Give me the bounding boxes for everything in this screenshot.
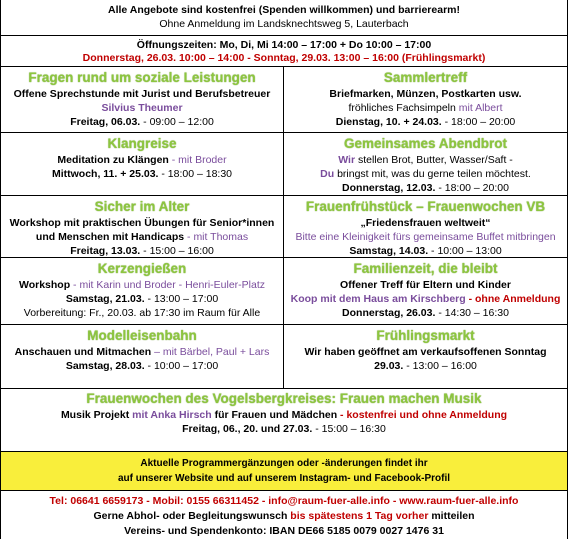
event-person: Silvius Theumer bbox=[101, 102, 183, 114]
event-desc: Anschauen und Mitmachen bbox=[14, 346, 152, 358]
pickup-text-end: mitteilen bbox=[428, 510, 475, 522]
event-date: Mittwoch, 11. + 25.03. bbox=[51, 168, 159, 180]
event-date: Donnerstag, 12.03. bbox=[342, 182, 436, 194]
event-desc-2: für Frauen und Mädchen bbox=[211, 409, 338, 421]
event-date: Donnerstag, 26.03. bbox=[342, 307, 436, 319]
event-free-note: - kostenfrei und ohne Anmeldung bbox=[337, 409, 508, 421]
event-title: Modelleisenbahn bbox=[87, 328, 197, 343]
contact-footer bbox=[1, 491, 567, 539]
event-frauenfruehstueck bbox=[284, 196, 567, 257]
event-desc: Offener Treff für Eltern und Kinder bbox=[340, 279, 511, 291]
event-preparation: Vorbereitung: Fr., 20.03. ab 17:30 im Raum für Alle bbox=[23, 307, 261, 319]
event-title: Klangreise bbox=[107, 136, 177, 151]
event-title: Fragen rund um soziale Leistungen bbox=[28, 70, 256, 85]
event-desc: Musik Projekt bbox=[60, 409, 130, 421]
event-desc-2: und Menschen mit Handicaps bbox=[35, 231, 185, 243]
program-row-3 bbox=[1, 196, 567, 258]
event-familienzeit bbox=[284, 258, 567, 324]
event-title: Frühlingsmarkt bbox=[376, 328, 475, 343]
hours-line1: Öffnungszeiten: Mo, Di, Mi 14:00 – 17:00 + Do 10:00 – 17:00 bbox=[136, 39, 432, 51]
event-title: Frauenwochen des Vogelsbergkreises: Frauen machen Musik bbox=[86, 391, 482, 406]
event-time: - 09:00 – 12:00 bbox=[140, 116, 214, 128]
event-time: - 13:00 – 17:00 bbox=[144, 293, 219, 305]
event-time: - 10:00 – 17:00 bbox=[144, 360, 219, 372]
opening-hours bbox=[1, 36, 567, 67]
event-desc-2: fröhliches Fachsimpeln bbox=[348, 102, 456, 114]
event-time: - 13:00 – 16:00 bbox=[403, 360, 477, 372]
header-line1: Alle Angebote sind kostenfrei (Spenden willkommen) und barrierearm! bbox=[107, 4, 460, 16]
event-time: - 18:00 – 18:30 bbox=[158, 168, 233, 180]
event-time: - 15:00 – 16:00 bbox=[140, 245, 214, 257]
event-sicher-im-alter bbox=[1, 196, 284, 257]
event-title: Familienzeit, die bleibt bbox=[353, 261, 498, 276]
event-desc-2: bringst mit, was du gerne teilen möchtest. bbox=[334, 168, 531, 180]
event-title: Sicher im Alter bbox=[94, 199, 190, 214]
event-title: Kerzengießen bbox=[97, 261, 187, 276]
program-row-1 bbox=[1, 67, 567, 133]
event-title: Sammlertreff bbox=[383, 70, 468, 85]
program-row-5 bbox=[1, 325, 567, 389]
event-date: Freitag, 06., 20. und 27.03. bbox=[182, 423, 313, 435]
pickup-text: Gerne Abhol- oder Begleitungswunsch bbox=[93, 510, 291, 522]
update-notice bbox=[1, 452, 567, 491]
event-desc: Offene Sprechstunde mit Jurist und Berufsbetreuer bbox=[13, 88, 271, 100]
program-row-2 bbox=[1, 133, 567, 196]
hours-line2: Donnerstag, 26.03. 10:00 – 14:00 - Sonntag, 29.03. 13:00 – 16:00 (Frühlingsmarkt) bbox=[82, 52, 486, 64]
event-date: Samstag, 14.03. bbox=[349, 245, 429, 257]
event-soziale-leistungen bbox=[1, 67, 284, 132]
event-title: Gemeinsames Abendbrot bbox=[343, 136, 508, 151]
event-date: Samstag, 28.03. bbox=[65, 360, 145, 372]
event-desc: Wir haben geöffnet am verkaufsoffenen Sonntag bbox=[304, 346, 547, 358]
event-desc: Meditation zu Klängen bbox=[57, 154, 169, 166]
event-desc: Briefmarken, Münzen, Postkarten usw. bbox=[329, 88, 522, 100]
contact-line[interactable]: Tel: 06641 6659173 - Mobil: 0155 66311452 - info@raum-fuer-alle.info - www.raum-fuer-alle.info bbox=[49, 495, 519, 507]
event-we: Wir bbox=[338, 154, 356, 166]
event-fruehlingsmarkt bbox=[284, 325, 567, 388]
pickup-deadline: bis spätestens 1 Tag vorher bbox=[290, 510, 429, 522]
event-date: Samstag, 21.03. bbox=[65, 293, 145, 305]
header-box bbox=[1, 0, 567, 36]
event-subtitle: „Friedensfrauen weltweit“ bbox=[360, 217, 491, 229]
event-time: - 15:00 – 16:30 bbox=[312, 423, 386, 435]
event-note: Bitte eine Kleinigkeit fürs gemeinsame Buffet mitbringen bbox=[295, 231, 556, 243]
program-row-4 bbox=[1, 258, 567, 325]
header-line2: Ohne Anmeldung im Landsknechtsweg 5, Lauterbach bbox=[159, 18, 409, 30]
event-date: Dienstag, 10. + 24.03. bbox=[335, 116, 442, 128]
event-person: – mit Bärbel, Paul + Lars bbox=[151, 346, 270, 358]
event-desc: Workshop mit praktischen Übungen für Senior*innen bbox=[9, 217, 275, 229]
event-person: - mit Karin und Broder - Henri-Euler-Platz bbox=[70, 279, 266, 291]
event-person: - mit Broder bbox=[168, 154, 227, 166]
event-person: - mit Thomas bbox=[184, 231, 249, 243]
event-desc: Workshop bbox=[18, 279, 71, 291]
event-person: mit Albert bbox=[455, 102, 503, 114]
event-time: - 18:00 – 20:00 bbox=[441, 116, 516, 128]
event-kerzengiessen bbox=[1, 258, 284, 324]
event-time: - 14:30 – 16:30 bbox=[435, 307, 509, 319]
event-date: 29.03. bbox=[374, 360, 404, 372]
notice-line2: auf unserer Website und auf unserem Instagram- und Facebook-Profil bbox=[117, 473, 451, 484]
event-coop: Koop mit dem Haus am Kirschberg bbox=[290, 293, 466, 305]
event-person: mit Anka Hirsch bbox=[129, 409, 212, 421]
event-date: Freitag, 13.03. bbox=[70, 245, 141, 257]
event-modelleisenbahn bbox=[1, 325, 284, 388]
event-title: Frauenfrühstück – Frauenwochen VB bbox=[305, 199, 546, 214]
event-no-registration: - ohne Anmeldung bbox=[465, 293, 561, 305]
event-you: Du bbox=[320, 168, 335, 180]
event-date: Freitag, 06.03. bbox=[70, 116, 141, 128]
event-abendbrot bbox=[284, 133, 567, 195]
event-sammlertreff bbox=[284, 67, 567, 132]
bank-account: Vereins- und Spendenkonto: IBAN DE66 5185 0079 0027 1476 31 bbox=[124, 525, 444, 537]
event-time: - 10:00 – 13:00 bbox=[428, 245, 502, 257]
notice-line1: Aktuelle Programmergänzungen oder -änderungen findet ihr bbox=[140, 458, 428, 469]
event-frauen-machen-musik bbox=[1, 389, 567, 452]
event-klangreise bbox=[1, 133, 284, 195]
event-desc: stellen Brot, Butter, Wasser/Saft - bbox=[355, 154, 513, 166]
event-time: - 18:00 – 20:00 bbox=[435, 182, 509, 194]
